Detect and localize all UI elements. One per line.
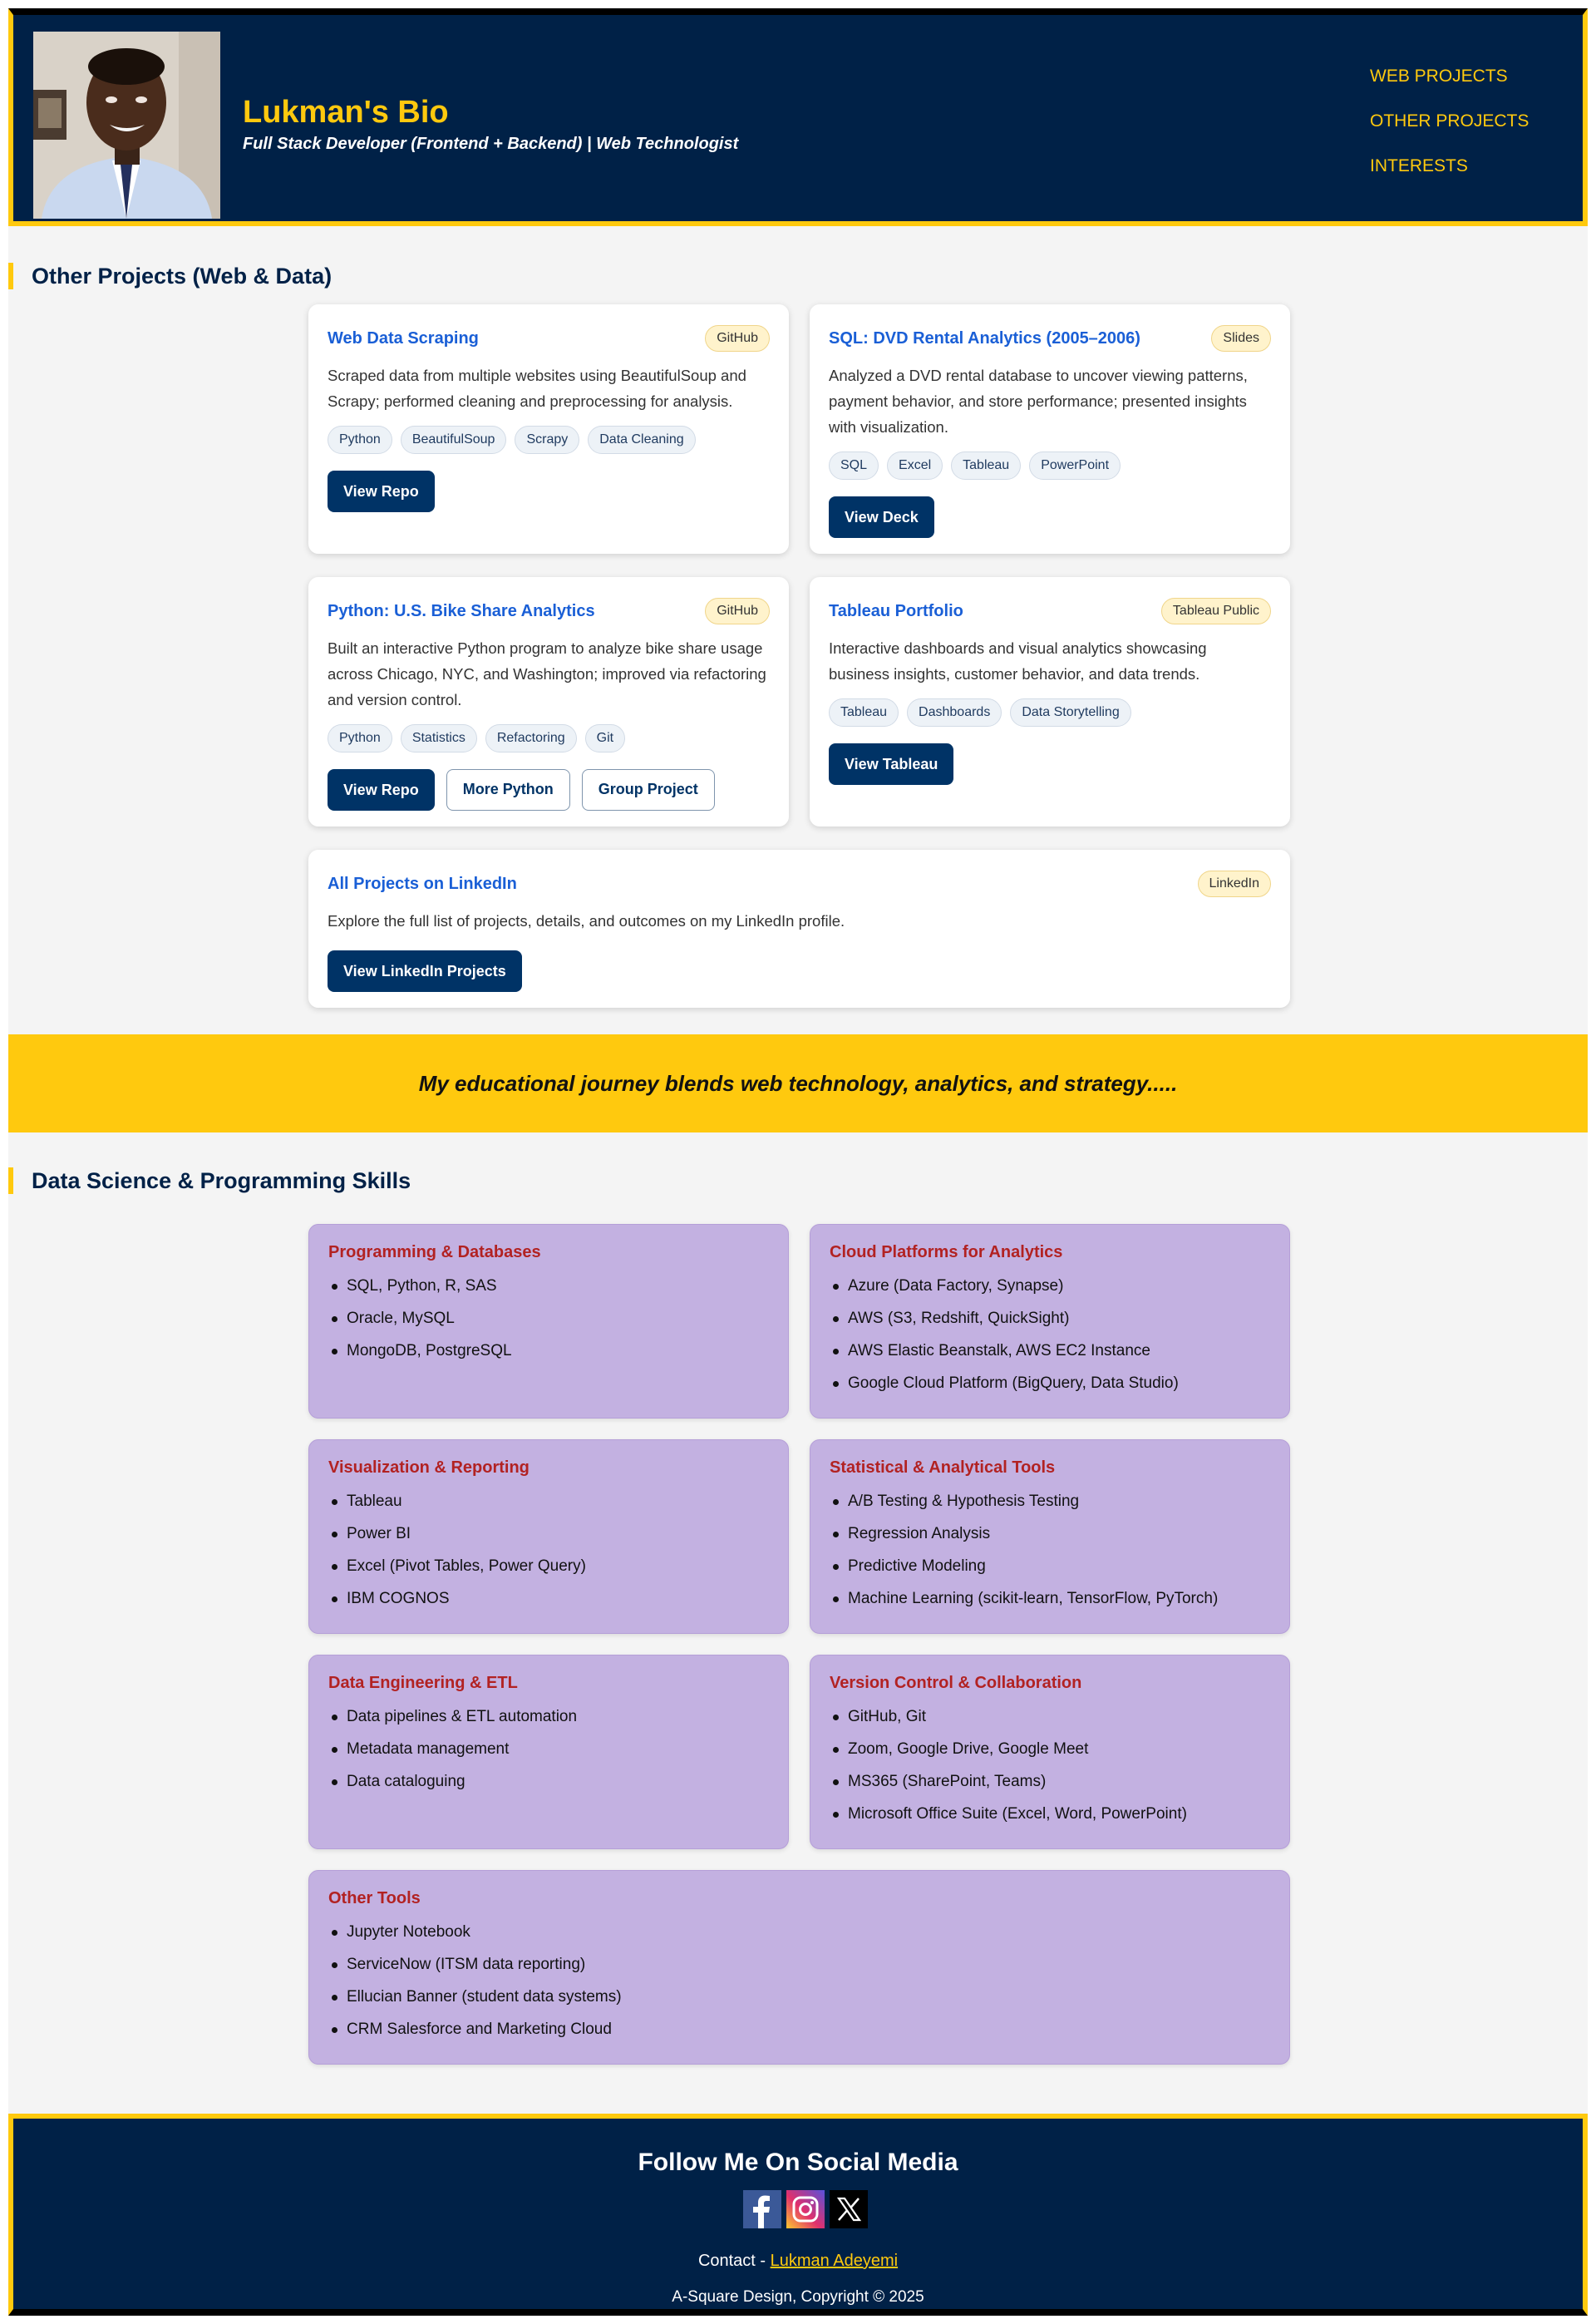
tag: Data Cleaning <box>588 426 695 454</box>
project-card-web-scraping <box>308 304 789 554</box>
view-tableau-button[interactable]: View Tableau <box>829 743 953 785</box>
skill-item: Regression Analysis <box>830 1517 1270 1550</box>
main-nav <box>1370 67 1529 176</box>
skill-list <box>328 1485 769 1615</box>
project-title[interactable]: Web Data Scraping <box>328 328 479 348</box>
project-badge: GitHub <box>705 598 770 624</box>
skill-item: Data cataloguing <box>328 1765 769 1798</box>
project-badge: GitHub <box>705 325 770 352</box>
skill-card-programming <box>308 1224 789 1419</box>
contact-line <box>13 2252 1583 2271</box>
tag: Python <box>328 724 392 752</box>
skill-item: Azure (Data Factory, Synapse) <box>830 1270 1270 1302</box>
project-card-tableau-portfolio <box>810 577 1290 826</box>
project-card-linkedin <box>308 850 1290 1008</box>
skill-item: Oracle, MySQL <box>328 1302 769 1335</box>
project-title[interactable]: SQL: DVD Rental Analytics (2005–2006) <box>829 328 1140 348</box>
skill-item: Zoom, Google Drive, Google Meet <box>830 1733 1270 1765</box>
skill-item: Google Cloud Platform (BigQuery, Data Studio) <box>830 1367 1270 1399</box>
tag: SQL <box>829 451 879 480</box>
skill-item: IBM COGNOS <box>328 1582 769 1615</box>
tag: Excel <box>887 451 943 480</box>
skill-item: Microsoft Office Suite (Excel, Word, PowerPoint) <box>830 1798 1270 1830</box>
nav-other-projects[interactable]: OTHER PROJECTS <box>1370 111 1530 131</box>
skill-item: Power BI <box>328 1517 769 1550</box>
tag: Statistics <box>401 724 477 752</box>
more-python-button[interactable]: More Python <box>446 769 570 811</box>
project-tags <box>328 724 770 752</box>
skill-item: AWS Elastic Beanstalk, AWS EC2 Instance <box>830 1335 1270 1367</box>
skill-item: Tableau <box>328 1485 769 1517</box>
skill-card-statistical <box>810 1439 1290 1634</box>
project-tags <box>829 698 1271 727</box>
skill-item: Predictive Modeling <box>830 1550 1270 1582</box>
footer-title: Follow Me On Social Media <box>638 2149 958 2176</box>
instagram-icon[interactable] <box>786 2190 825 2228</box>
skill-card-version-control <box>810 1655 1290 1849</box>
project-tags <box>328 426 770 454</box>
site-title: Lukman's Bio <box>243 95 449 130</box>
banner-text: My educational journey blends web technology, analytics, and strategy..... <box>418 1070 1178 1096</box>
skill-item: Ellucian Banner (student data systems) <box>328 1981 1270 2013</box>
tag: Refactoring <box>485 724 577 752</box>
project-description: Built an interactive Python program to analyze bike share usage across Chicago, NYC, and Washington; improved via refactoring and version control. <box>328 639 766 708</box>
site-footer <box>8 2114 1588 2316</box>
project-description: Scraped data from multiple websites using BeautifulSoup and Scrapy; performed cleaning and preprocessing for analysis. <box>328 367 746 410</box>
skill-list <box>830 1700 1270 1830</box>
tag: BeautifulSoup <box>401 426 507 454</box>
nav-web-projects[interactable]: WEB PROJECTS <box>1370 67 1508 86</box>
skill-list <box>328 1700 769 1798</box>
copyright: A-Square Design, Copyright © 2025 <box>672 2288 924 2306</box>
project-card-bike-share <box>308 577 789 826</box>
social-links <box>743 2190 868 2228</box>
skills-section-title: Data Science & Programming Skills <box>8 1167 411 1194</box>
project-badge: Slides <box>1211 325 1271 352</box>
view-repo-button[interactable]: View Repo <box>328 769 435 811</box>
skill-title: Cloud Platforms for Analytics <box>830 1243 1063 1261</box>
project-title[interactable]: Python: U.S. Bike Share Analytics <box>328 601 595 620</box>
group-project-button[interactable]: Group Project <box>582 769 715 811</box>
skill-item: A/B Testing & Hypothesis Testing <box>830 1485 1270 1517</box>
view-linkedin-projects-button[interactable]: View LinkedIn Projects <box>328 950 522 992</box>
view-deck-button[interactable]: View Deck <box>829 496 934 538</box>
skill-item: MS365 (SharePoint, Teams) <box>830 1765 1270 1798</box>
site-subtitle: Full Stack Developer (Frontend + Backend) | Web Technologist <box>243 135 739 153</box>
tag: Scrapy <box>515 426 579 454</box>
skill-title: Statistical & Analytical Tools <box>830 1458 1056 1477</box>
skill-title: Other Tools <box>328 1889 421 1907</box>
project-badge: LinkedIn <box>1198 871 1272 897</box>
education-banner <box>8 1034 1588 1132</box>
tag: PowerPoint <box>1029 451 1121 480</box>
project-card-dvd-rental <box>810 304 1290 554</box>
skill-title: Programming & Databases <box>328 1243 541 1261</box>
tag: Python <box>328 426 392 454</box>
tag: Tableau <box>829 698 899 727</box>
tag: Dashboards <box>907 698 1002 727</box>
skill-item: ServiceNow (ITSM data reporting) <box>328 1948 1270 1981</box>
tag: Tableau <box>951 451 1021 480</box>
skill-list <box>830 1485 1270 1615</box>
skill-item: Machine Learning (scikit-learn, TensorFlow, PyTorch) <box>830 1582 1270 1615</box>
tag: Git <box>585 724 625 752</box>
skill-item: SQL, Python, R, SAS <box>328 1270 769 1302</box>
skill-card-data-engineering <box>308 1655 789 1849</box>
contact-label: Contact - <box>697 2252 771 2270</box>
skill-item: GitHub, Git <box>830 1700 1270 1733</box>
skill-item: Excel (Pivot Tables, Power Query) <box>328 1550 769 1582</box>
skill-item: MongoDB, PostgreSQL <box>328 1335 769 1367</box>
skill-card-visualization <box>308 1439 789 1634</box>
skill-list <box>328 1270 769 1367</box>
project-description: Explore the full list of projects, details, and outcomes on my LinkedIn profile. <box>328 912 845 930</box>
skill-item: CRM Salesforce and Marketing Cloud <box>328 2013 1270 2045</box>
project-title[interactable]: Tableau Portfolio <box>829 601 963 620</box>
contact-link[interactable]: Lukman Adeyemi <box>770 2252 899 2270</box>
skill-title: Data Engineering & ETL <box>328 1674 518 1692</box>
site-header <box>8 8 1588 226</box>
project-badge: Tableau Public <box>1161 598 1271 624</box>
skill-card-other-tools <box>308 1870 1290 2065</box>
skill-title: Version Control & Collaboration <box>830 1674 1082 1692</box>
skill-item: Data pipelines & ETL automation <box>328 1700 769 1733</box>
skill-list <box>830 1270 1270 1399</box>
skill-item: Jupyter Notebook <box>328 1916 1270 1948</box>
tag: Data Storytelling <box>1010 698 1130 727</box>
facebook-icon[interactable] <box>743 2190 781 2228</box>
projects-section-title: Other Projects (Web & Data) <box>8 263 332 289</box>
project-description: Analyzed a DVD rental database to uncover viewing patterns, payment behavior, and store performance; presented insights with visualization. <box>829 367 1248 436</box>
avatar <box>33 32 220 219</box>
page <box>8 8 1588 2316</box>
project-tags <box>829 451 1271 480</box>
skill-list <box>328 1916 1270 2045</box>
skill-title: Visualization & Reporting <box>328 1458 530 1477</box>
project-title[interactable]: All Projects on LinkedIn <box>328 874 517 893</box>
skill-item: Metadata management <box>328 1733 769 1765</box>
nav-interests[interactable]: INTERESTS <box>1370 156 1468 175</box>
project-description: Interactive dashboards and visual analytics showcasing business insights, customer behavior, and data trends. <box>829 639 1207 683</box>
skill-item: AWS (S3, Redshift, QuickSight) <box>830 1302 1270 1335</box>
view-repo-button[interactable]: View Repo <box>328 471 435 512</box>
x-icon[interactable] <box>830 2190 868 2228</box>
skill-card-cloud <box>810 1224 1290 1419</box>
